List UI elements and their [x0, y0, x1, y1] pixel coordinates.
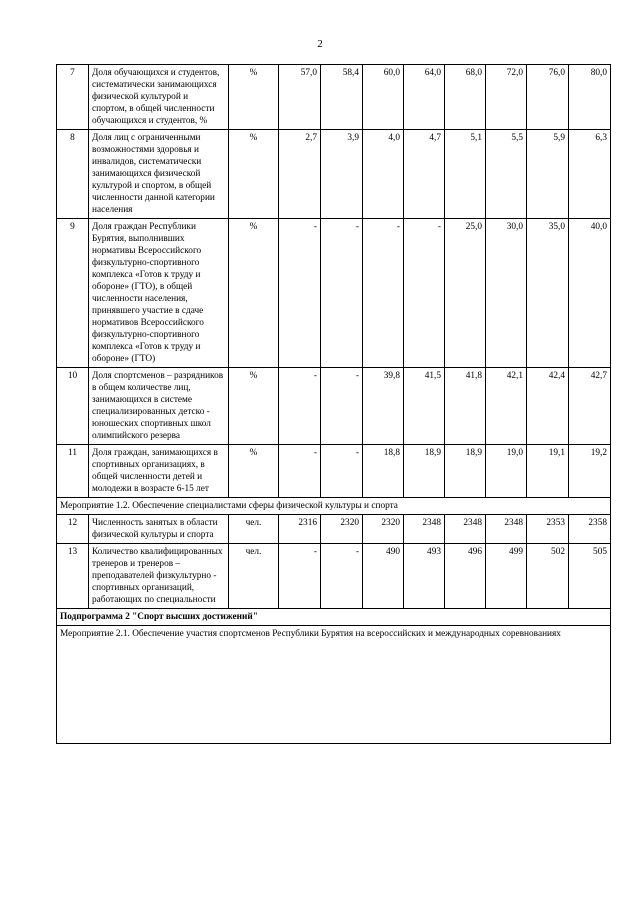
- value-cell: 64,0: [404, 65, 445, 130]
- value-cell: 68,0: [445, 65, 486, 130]
- value-cell: -: [321, 544, 363, 609]
- page-number: 2: [317, 38, 323, 50]
- value-cell: 42,4: [527, 368, 569, 445]
- value-cell: 60,0: [363, 65, 404, 130]
- value-cell: -: [279, 219, 321, 368]
- row-number: 7: [57, 65, 89, 130]
- value-cell: 2353: [527, 515, 569, 544]
- value-cell: 490: [363, 544, 404, 609]
- value-cell: 39,8: [363, 368, 404, 445]
- indicator-name: Доля обучающихся и студентов, систематически занимающихся физической культурой и спортом, в общей численности обучающихся и студентов, %: [89, 65, 229, 130]
- value-cell: 42,1: [486, 368, 527, 445]
- value-cell: 2348: [445, 515, 486, 544]
- value-cell: 18,8: [363, 445, 404, 498]
- unit-cell: %: [229, 368, 279, 445]
- value-cell: 35,0: [527, 219, 569, 368]
- row-number: 12: [57, 515, 89, 544]
- indicator-name: Количество квалифицированных тренеров и тренеров – преподавателей физкультурно - спортивных организаций, работающих по специальности: [89, 544, 229, 609]
- table-row: [57, 65, 611, 130]
- value-cell: 42,7: [569, 368, 611, 445]
- value-cell: 57,0: [279, 65, 321, 130]
- value-cell: 18,9: [445, 445, 486, 498]
- indicator-name: Доля граждан, занимающихся в спортивных организациях, в общей численности детей и молодежи в возрасте 6-15 лет: [89, 445, 229, 498]
- subprogram-header-row: [57, 609, 611, 626]
- value-cell: 5,1: [445, 130, 486, 219]
- value-cell: 493: [404, 544, 445, 609]
- value-cell: -: [363, 219, 404, 368]
- value-cell: -: [321, 368, 363, 445]
- table-row: [57, 368, 611, 445]
- value-cell: 80,0: [569, 65, 611, 130]
- value-cell: 6,3: [569, 130, 611, 219]
- unit-cell: %: [229, 445, 279, 498]
- value-cell: 502: [527, 544, 569, 609]
- indicators-table: [56, 64, 611, 744]
- row-number: 8: [57, 130, 89, 219]
- unit-cell: %: [229, 219, 279, 368]
- value-cell: 41,5: [404, 368, 445, 445]
- unit-cell: %: [229, 130, 279, 219]
- table-row: [57, 445, 611, 498]
- value-cell: 496: [445, 544, 486, 609]
- value-cell: -: [321, 445, 363, 498]
- value-cell: 19,1: [527, 445, 569, 498]
- row-number: 11: [57, 445, 89, 498]
- unit-cell: чел.: [229, 544, 279, 609]
- value-cell: -: [279, 368, 321, 445]
- value-cell: 2,7: [279, 130, 321, 219]
- row-number: 9: [57, 219, 89, 368]
- value-cell: 18,9: [404, 445, 445, 498]
- table-row: [57, 219, 611, 368]
- value-cell: -: [321, 219, 363, 368]
- table-row: [57, 544, 611, 609]
- unit-cell: чел.: [229, 515, 279, 544]
- indicator-name: Численность занятых в области физической культуры и спорта: [89, 515, 229, 544]
- unit-cell: %: [229, 65, 279, 130]
- value-cell: 3,9: [321, 130, 363, 219]
- table-row: [57, 515, 611, 544]
- indicator-name: Доля граждан Республики Бурятия, выполнивших нормативы Всероссийского физкультурно-спортивного комплекса «Готов к труду и обороне» (ГТО), в общей численности населения, принявшего участие в сдаче нормативов Всероссийского физкультурно-спортивного комплекса «Готов к труду и обороне» (ГТО): [89, 219, 229, 368]
- subprogram-title: Подпрограмма 2 "Спорт высших достижений": [57, 609, 611, 626]
- value-cell: 72,0: [486, 65, 527, 130]
- value-cell: -: [279, 445, 321, 498]
- indicator-name: Доля спортсменов – разрядников в общем количестве лиц, занимающихся в системе специализированных детско - юношеских спортивных школ олимпийского резерва: [89, 368, 229, 445]
- activity-row: [57, 626, 611, 744]
- value-cell: 4,0: [363, 130, 404, 219]
- value-cell: 19,0: [486, 445, 527, 498]
- value-cell: 25,0: [445, 219, 486, 368]
- row-number: 10: [57, 368, 89, 445]
- value-cell: 30,0: [486, 219, 527, 368]
- value-cell: 2320: [321, 515, 363, 544]
- indicator-name: Доля лиц с ограниченными возможностями здоровья и инвалидов, систематически занимающихся физической культурой и спортом, в общей численности данной категории населения: [89, 130, 229, 219]
- value-cell: 76,0: [527, 65, 569, 130]
- value-cell: 40,0: [569, 219, 611, 368]
- activity-row: [57, 498, 611, 515]
- value-cell: 2348: [404, 515, 445, 544]
- value-cell: 5,9: [527, 130, 569, 219]
- value-cell: 505: [569, 544, 611, 609]
- value-cell: 41,8: [445, 368, 486, 445]
- table-row: [57, 130, 611, 219]
- value-cell: 499: [486, 544, 527, 609]
- value-cell: 2358: [569, 515, 611, 544]
- activity-title: Мероприятие 2.1. Обеспечение участия спортсменов Республики Бурятия на всероссийских и международных соревнованиях: [57, 626, 611, 744]
- activity-title: Мероприятие 1.2. Обеспечение специалистами сферы физической культуры и спорта: [57, 498, 611, 515]
- value-cell: 4,7: [404, 130, 445, 219]
- value-cell: 2320: [363, 515, 404, 544]
- value-cell: 2348: [486, 515, 527, 544]
- value-cell: -: [279, 544, 321, 609]
- value-cell: 19,2: [569, 445, 611, 498]
- value-cell: 58,4: [321, 65, 363, 130]
- value-cell: -: [404, 219, 445, 368]
- value-cell: 5,5: [486, 130, 527, 219]
- value-cell: 2316: [279, 515, 321, 544]
- row-number: 13: [57, 544, 89, 609]
